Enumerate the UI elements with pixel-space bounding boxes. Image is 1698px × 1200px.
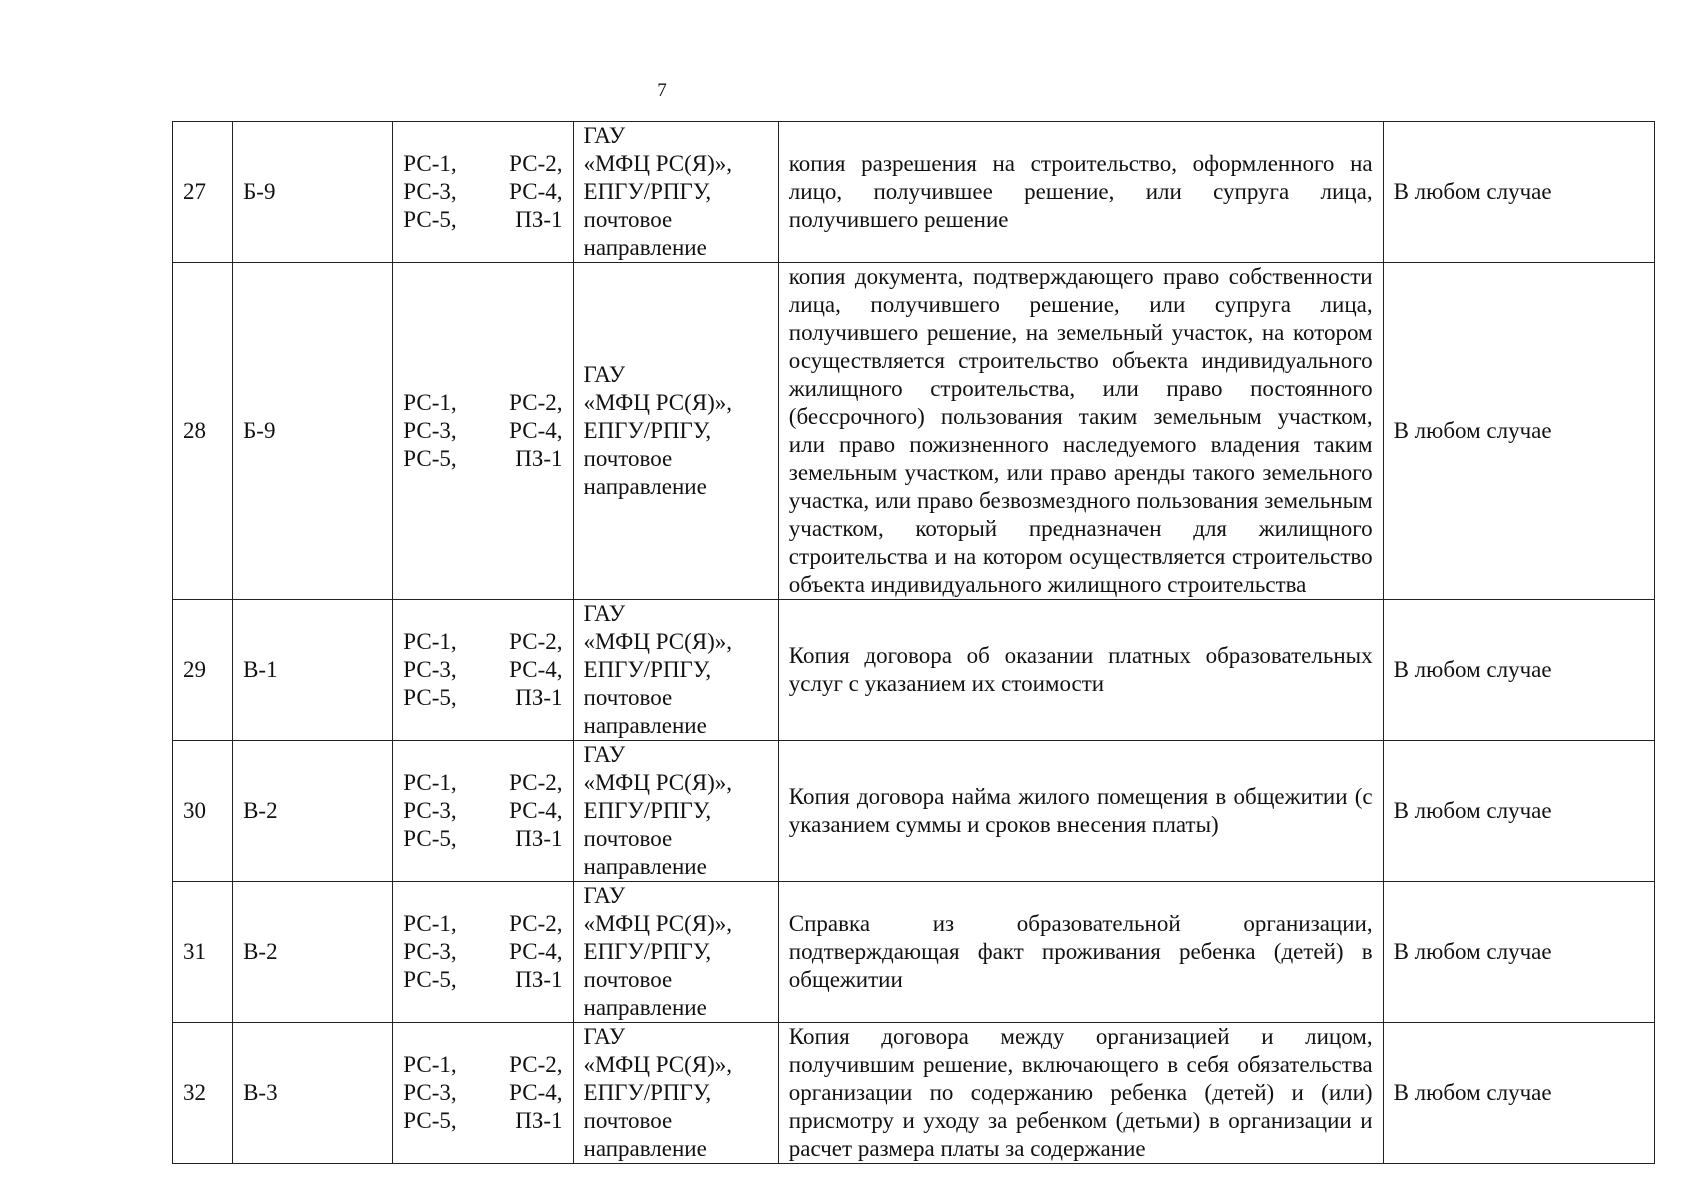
row-code: Б-9	[233, 122, 393, 263]
channel-line: ГАУ	[583, 362, 626, 387]
channel-line: почтовое	[583, 207, 673, 232]
channel-line: ГАУ	[583, 601, 626, 626]
row-documents: РС-1, РС-2, РС-3, РС-4, РС-5, ПЗ-1	[393, 263, 573, 600]
row-code: В-2	[233, 882, 393, 1023]
row-condition: В любом случае	[1383, 882, 1654, 1023]
row-number: 28	[173, 263, 233, 600]
row-documents: РС-1, РС-2, РС-3, РС-4, РС-5, ПЗ-1	[393, 1023, 573, 1164]
channel-line: «МФЦ РС(Я)»,	[583, 911, 733, 936]
table-row	[173, 600, 1655, 741]
row-number: 31	[173, 882, 233, 1023]
row-channels	[573, 741, 778, 882]
channel-line: «МФЦ РС(Я)»,	[583, 629, 733, 654]
row-condition: В любом случае	[1383, 263, 1654, 600]
row-code: В-2	[233, 741, 393, 882]
row-condition: В любом случае	[1383, 600, 1654, 741]
row-description: копия разрешения на строительство, оформленного на лицо, получившее решение, или супруга лица, получившего решение	[778, 122, 1383, 263]
row-description: Справка из образовательной организации, подтверждающая факт проживания ребенка (детей) в общежитии	[778, 882, 1383, 1023]
row-condition: В любом случае	[1383, 741, 1654, 882]
channel-line: ГАУ	[583, 1024, 626, 1049]
row-code: Б-9	[233, 263, 393, 600]
row-number: 32	[173, 1023, 233, 1164]
row-description: Копия договора об оказании платных образовательных услуг с указанием их стоимости	[778, 600, 1383, 741]
row-description: Копия договора между организацией и лицом, получившим решение, включающего в себя обязательства организации по содержанию ребенка (детей) и (или) присмотру и уходу за ребенком (детьми) в организации и расчет размера платы за содержание	[778, 1023, 1383, 1164]
channel-line: ГАУ	[583, 883, 626, 908]
table-row	[173, 122, 1655, 263]
channel-line: направление	[583, 474, 707, 499]
channel-line: «МФЦ РС(Я)»,	[583, 390, 733, 415]
channel-line: ГАУ	[583, 742, 626, 767]
row-code: В-1	[233, 600, 393, 741]
row-documents: РС-1, РС-2, РС-3, РС-4, РС-5, ПЗ-1	[393, 882, 573, 1023]
table-row	[173, 1023, 1655, 1164]
row-channels	[573, 122, 778, 263]
row-documents: РС-1, РС-2, РС-3, РС-4, РС-5, ПЗ-1	[393, 122, 573, 263]
row-code: В-3	[233, 1023, 393, 1164]
table-row	[173, 741, 1655, 882]
channel-line: направление	[583, 854, 707, 879]
row-condition: В любом случае	[1383, 122, 1654, 263]
channel-line: направление	[583, 1136, 707, 1161]
row-number: 30	[173, 741, 233, 882]
channel-line: почтовое	[583, 685, 673, 710]
row-number: 27	[173, 122, 233, 263]
channel-line: «МФЦ РС(Я)»,	[583, 151, 733, 176]
channel-line: ЕПГУ/РПГУ,	[583, 1080, 712, 1105]
row-documents: РС-1, РС-2, РС-3, РС-4, РС-5, ПЗ-1	[393, 600, 573, 741]
channel-line: «МФЦ РС(Я)»,	[583, 770, 733, 795]
row-number: 29	[173, 600, 233, 741]
channel-line: ЕПГУ/РПГУ,	[583, 939, 712, 964]
documents-table	[172, 121, 1655, 1164]
row-channels	[573, 263, 778, 600]
page-number: 7	[657, 80, 667, 101]
channel-line: почтовое	[583, 967, 673, 992]
row-documents: РС-1, РС-2, РС-3, РС-4, РС-5, ПЗ-1	[393, 741, 573, 882]
row-description: копия документа, подтверждающего право собственности лица, получившего решение, или супруга лица, получившего решение, на земельный участок, на котором осуществляется строительство объекта индивидуального жилищного строительства, или право постоянного (бессрочного) пользования таким земельным участком, или право пожизненного наследуемого владения таким земельным участком, или право аренды такого земельного участка, или право безвозмездного пользования земельным участком, который предназначен для жилищного строительства и на котором осуществляется строительство объекта индивидуального жилищного строительства	[778, 263, 1383, 600]
table-row	[173, 882, 1655, 1023]
row-channels	[573, 882, 778, 1023]
channel-line: направление	[583, 713, 707, 738]
channel-line: почтовое	[583, 446, 673, 471]
channel-line: ГАУ	[583, 123, 626, 148]
row-channels	[573, 1023, 778, 1164]
channel-line: ЕПГУ/РПГУ,	[583, 798, 712, 823]
channel-line: направление	[583, 995, 707, 1020]
channel-line: «МФЦ РС(Я)»,	[583, 1052, 733, 1077]
row-description: Копия договора найма жилого помещения в общежитии (с указанием суммы и сроков внесения платы)	[778, 741, 1383, 882]
channel-line: почтовое	[583, 1108, 673, 1133]
channel-line: почтовое	[583, 826, 673, 851]
channel-line: ЕПГУ/РПГУ,	[583, 179, 712, 204]
channel-line: направление	[583, 235, 707, 260]
channel-line: ЕПГУ/РПГУ,	[583, 657, 712, 682]
row-channels	[573, 600, 778, 741]
row-condition: В любом случае	[1383, 1023, 1654, 1164]
channel-line: ЕПГУ/РПГУ,	[583, 418, 712, 443]
table-row	[173, 263, 1655, 600]
